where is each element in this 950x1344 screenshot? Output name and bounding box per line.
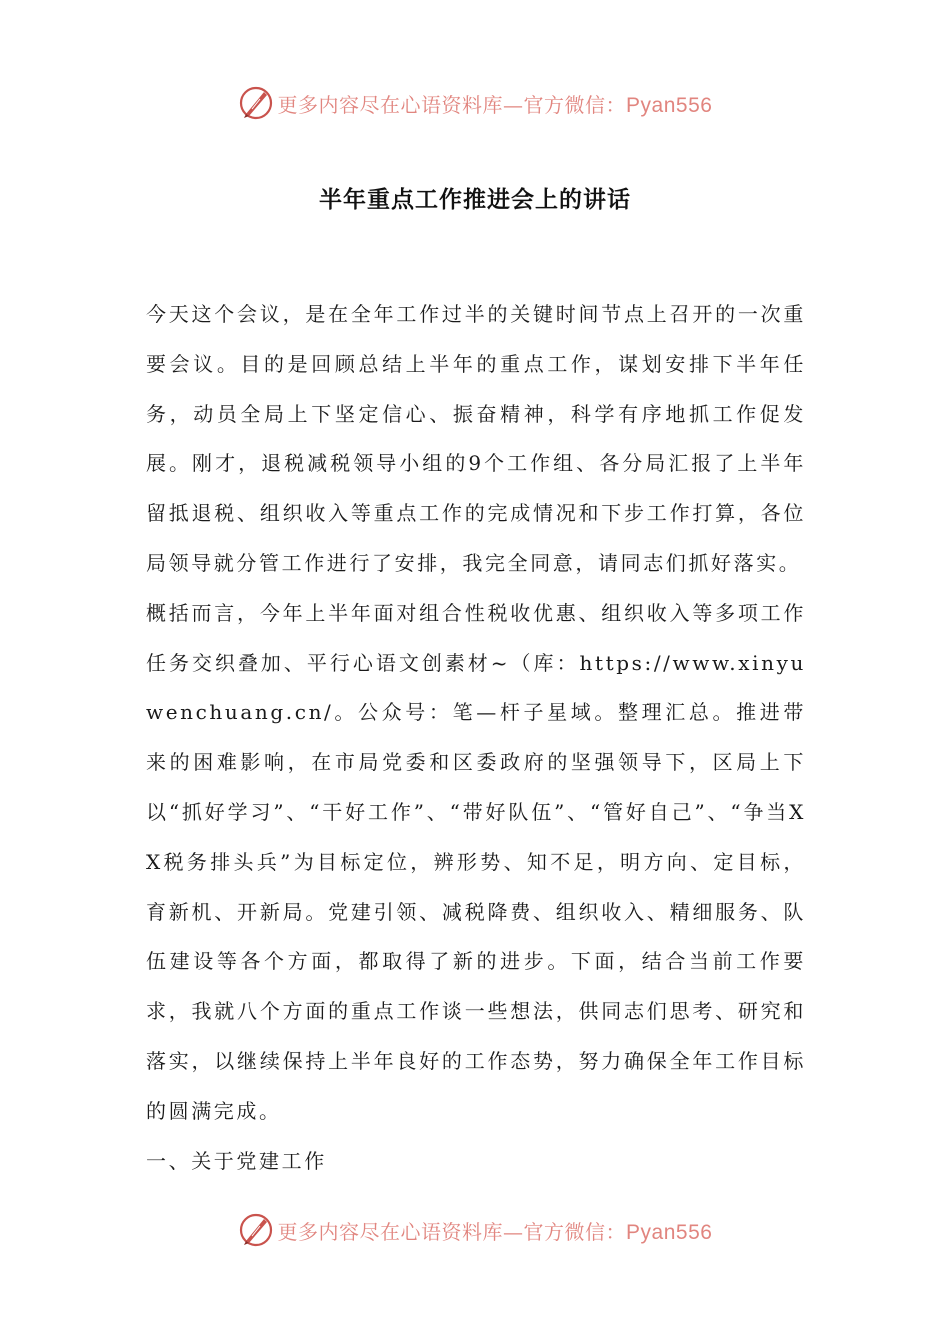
quill-logo-icon	[238, 85, 274, 121]
footer-banner	[0, 1210, 950, 1250]
footer-banner-text	[278, 1216, 713, 1245]
paragraph-2: 概括而言，今年上半年面对组合性税收优惠、组织收入等多项工作任务交织叠加、平行心语文创素材~（库：https://www.xinyuwenchuang.cn/。公众号：笔—杆子星域。整理汇总。推进带来的困难影响，在市局党委和区委政府的坚强领导下，区局上下以“抓好学习”、“干好工作”、“带好队伍”、“管好自己”、“争当XX税务排头兵”为目标定位，辨形势、知不足，明方向、定目标，育新机、开新局。党建引领、减税降费、组织收入、精细服务、队伍建设等各个方面，都取得了新的进步。下面，结合当前工作要求，我就八个方面的重点工作谈一些想法，供同志们思考、研究和落实，以继续保持上半年良好的工作态势，努力确保全年工作目标的圆满完成。	[146, 600, 806, 1123]
footer-banner-id: Pyan556	[626, 1220, 713, 1244]
footer-banner-cn: 更多内容尽在心语资料库—官方微信：	[277, 1219, 627, 1244]
section-heading: 一、关于党建工作	[146, 1148, 327, 1173]
document-title: 半年重点工作推进会上的讲话	[319, 187, 631, 213]
header-banner-text	[278, 89, 713, 118]
document-body	[146, 290, 806, 1186]
header-banner-id: Pyan556	[626, 93, 713, 117]
header-banner	[0, 83, 950, 123]
header-banner-cn: 更多内容尽在心语资料库—官方微信：	[277, 92, 627, 117]
paragraph-1: 今天这个会议，是在全年工作过半的关键时间节点上召开的一次重要会议。目的是回顾总结上半年的重点工作，谋划安排下半年任务，动员全局上下坚定信心、振奋精神，科学有序地抓工作促发展。刚才，退税减税领导小组的9个工作组、各分局汇报了上半年留抵退税、组织收入等重点工作的完成情况和下步工作打算，各位局领导就分管工作进行了安排，我完全同意，请同志们抓好落实。	[146, 302, 806, 575]
quill-logo-icon	[238, 1212, 274, 1248]
